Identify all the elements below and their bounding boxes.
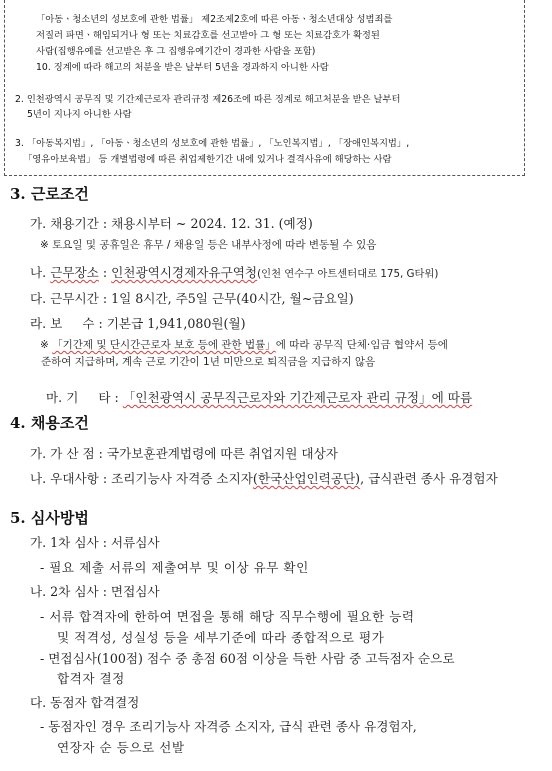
box-line-1: 「아동ㆍ청소년의 성보호에 관한 법률」 제2조제2호에 따른 아동ㆍ청소년대상 성범죄를 (36, 14, 393, 25)
s3-item-ra: 라. 보 수 : 기본급 1,941,080원(월) (30, 316, 246, 331)
s4-item-ga: 가. 가 산 점 : 국가보훈관계법령에 따른 취업지원 대상자 (30, 446, 338, 461)
s4-na-label: 나. 우대사항 : 조리기능사 자격증 소지자 (30, 471, 253, 486)
box-line-3: 사람(집행유예를 선고받은 후 그 집행유예기간이 경과한 사람을 포함) (36, 46, 316, 57)
s3-na-extra: (인천 연수구 아트센터대로 175, G타워) (257, 268, 439, 280)
s4-na-paren: (한국산업인력공단) (252, 471, 361, 486)
s3-ra-note-line-1 (40, 337, 448, 352)
s4-item-na (30, 468, 498, 487)
section-5-heading: 5. 심사방법 (10, 509, 89, 527)
s5-da-bullet-cont: 연장자 순 등으로 선발 (57, 740, 185, 755)
s5-na-bullet-2-cont: 합격자 결정 (57, 671, 125, 686)
s3-item-ga (30, 213, 313, 232)
s3-ga-value: 채용시부터 ~ 2024. 12. 31. (예정) (111, 216, 313, 231)
box-line-4: 10. 징계에 따라 해고의 처분을 받은 날부터 5년을 경과하지 아니한 사람 (36, 62, 329, 73)
s3-item-na (30, 262, 438, 281)
section-4-heading: 4. 채용조건 (10, 414, 89, 432)
s5-na-bullet-2: - 면접심사(100점) 점수 중 총점 60점 이상을 득한 사람 중 고득점자 순으로 (40, 651, 455, 666)
s5-na-bullet-1: - 서류 합격자에 한하여 면접을 통해 해당 직무수행에 필요한 능력 (40, 609, 415, 624)
s3-ma-value: 「인천광역시 공무직근로자와 기간제근로자 관리 규정」에 따름 (122, 390, 473, 405)
s3-ra-note-line-2: 준하여 지급하며, 계속 근로 기간이 1년 미만으로 퇴직금을 지급하지 않음 (41, 356, 376, 368)
s4-na-tail: , 급식관련 종사 유경험자 (360, 471, 498, 486)
s5-item-ga: 가. 1차 심사 : 서류심사 (30, 535, 160, 550)
box-item-3-line-1: 3. 「아동복지법」, 「아동ㆍ청소년의 성보호에 관한 법률」, 「노인복지법」, 「장애인복지법」, (15, 138, 410, 149)
s3-na-value: 인천광역시경제자유구역청 (111, 265, 258, 280)
s3-ma-label: 마. 기 타 : (46, 390, 123, 405)
s3-na-label: 나. (30, 265, 51, 280)
s5-na-bullet-1-cont: 및 적격성, 성실성 등을 세부기준에 따라 종합적으로 평가 (57, 630, 385, 645)
s3-na-key: 근무장소 (50, 265, 99, 280)
s5-item-na: 나. 2차 심사 : 면접심사 (30, 584, 160, 599)
s3-item-ma (30, 372, 472, 421)
s3-ra-note-mark: ※ (40, 339, 53, 351)
box-item-2-line-2: 5년이 지나지 아니한 사람 (27, 109, 132, 120)
box-line-2: 저질러 파면ㆍ해임되거나 형 또는 치료감호를 선고받아 그 형 또는 치료감호가 확정된 (36, 30, 380, 41)
s3-ga-note: ※ 토요일 및 공휴일은 휴무 / 채용일 등은 내부사정에 따라 변동될 수 있음 (40, 239, 377, 251)
box-item-3-line-2: 「영유아보육법」 등 개별법령에 따른 취업제한기간 내에 있거나 결격사유에 해당하는 사람 (23, 154, 392, 165)
s3-item-da: 다. 근무시간 : 1일 8시간, 주5일 근무(40시간, 월~금요일) (30, 291, 354, 306)
s3-ra-note-tail: 에 따라 공무직 단체·임금 협약서 등에 (275, 339, 448, 351)
s5-item-da: 다. 동점자 합격결정 (30, 695, 140, 710)
s3-ga-label: 가. 채용기간 : (30, 216, 112, 231)
box-item-2-line-1: 2. 인천광역시 공무직 및 기간제근로자 관리규정 제26조에 따른 징계로 해고처분을 받은 날부터 (15, 94, 401, 105)
s5-ga-bullet: - 필요 제출 서류의 제출여부 및 이상 유무 확인 (40, 560, 309, 575)
s3-ra-note-law: 「기간제 및 단시간근로자 보호 등에 관한 법률」 (52, 339, 276, 351)
section-3-heading: 3. 근로조건 (10, 185, 89, 203)
s5-da-bullet: - 동점자인 경우 조리기능사 자격증 소지자, 급식 관련 종사 유경험자, (40, 719, 417, 734)
s3-na-sep: : (98, 265, 112, 280)
